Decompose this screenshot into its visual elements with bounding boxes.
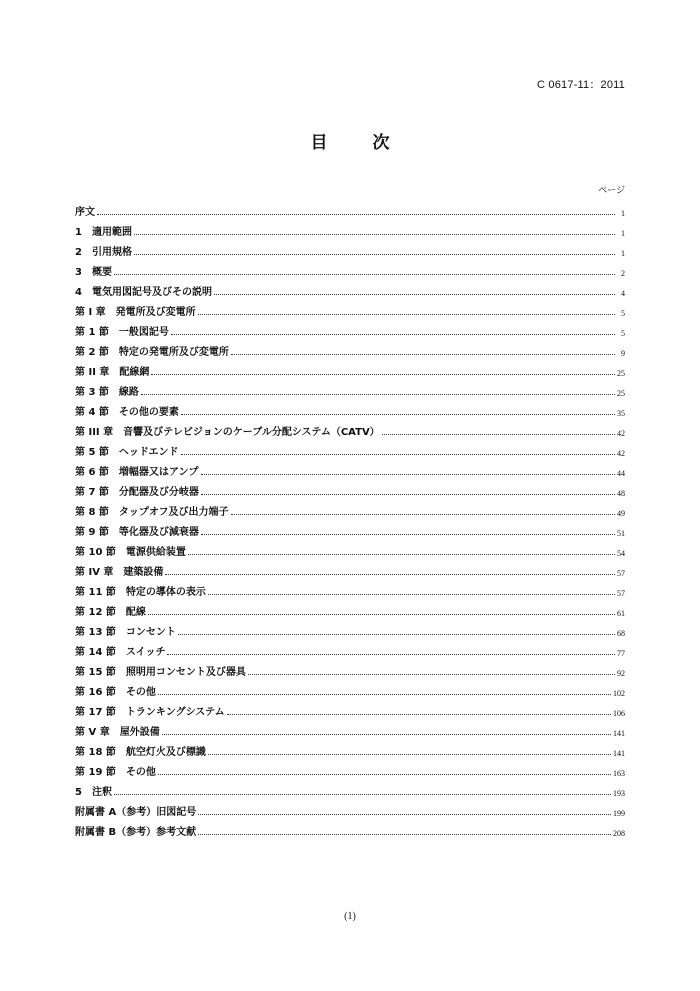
toc-leader-dots bbox=[114, 274, 615, 275]
toc-entry[interactable] bbox=[75, 678, 625, 698]
toc-entry-label: 2 引用規格 bbox=[75, 247, 132, 258]
toc-entry[interactable] bbox=[75, 698, 625, 718]
toc-entry-page: 193 bbox=[613, 789, 625, 798]
toc-entry[interactable] bbox=[75, 518, 625, 538]
toc-leader-dots bbox=[141, 394, 615, 395]
toc-entry-page: 49 bbox=[617, 509, 625, 518]
toc-entry[interactable] bbox=[75, 658, 625, 678]
toc-entry-page: 106 bbox=[613, 709, 625, 718]
page-column-label: ページ bbox=[598, 186, 625, 196]
toc-leader-dots bbox=[201, 494, 615, 495]
toc-entry-page: 163 bbox=[613, 769, 625, 778]
toc-entry[interactable] bbox=[75, 598, 625, 618]
toc-entry-label: 第 15 節 照明用コンセント及び器具 bbox=[75, 667, 246, 678]
toc-entry-page: 42 bbox=[617, 429, 625, 438]
toc-entry[interactable] bbox=[75, 498, 625, 518]
toc-entry-label: 第 7 節 分配器及び分岐器 bbox=[75, 487, 199, 498]
toc-entry-page: 68 bbox=[617, 629, 625, 638]
toc-entry[interactable] bbox=[75, 338, 625, 358]
toc-entry-label: 第 5 節 ヘッドエンド bbox=[75, 447, 179, 458]
toc-entry-label: 序文 bbox=[75, 207, 95, 218]
toc-entry[interactable] bbox=[75, 738, 625, 758]
toc-leader-dots bbox=[201, 534, 615, 535]
toc-entry-label: 第 17 節 トランキングシステム bbox=[75, 707, 225, 718]
toc-entry[interactable] bbox=[75, 538, 625, 558]
toc-leader-dots bbox=[198, 814, 611, 815]
toc-leader-dots bbox=[134, 234, 615, 235]
toc-entry[interactable] bbox=[75, 798, 625, 818]
toc-leader-dots bbox=[158, 694, 611, 695]
toc-leader-dots bbox=[148, 614, 615, 615]
page-title: 目 次 bbox=[310, 133, 404, 153]
toc-entry-page: 77 bbox=[617, 649, 625, 658]
toc-leader-dots bbox=[382, 434, 615, 435]
toc-entry-page: 141 bbox=[613, 749, 625, 758]
toc-entry[interactable] bbox=[75, 238, 625, 258]
toc-entry[interactable] bbox=[75, 818, 625, 838]
toc-entry-label: 第 14 節 スイッチ bbox=[75, 647, 166, 658]
toc-leader-dots bbox=[151, 374, 615, 375]
toc-leader-dots bbox=[171, 334, 615, 335]
toc-entry[interactable] bbox=[75, 398, 625, 418]
toc-entry-page: 61 bbox=[617, 609, 625, 618]
toc-entry-label: 第 10 節 電源供給装置 bbox=[75, 547, 186, 558]
toc-leader-dots bbox=[198, 314, 615, 315]
toc-entry[interactable] bbox=[75, 218, 625, 238]
toc-entry-label: 第 6 節 増幅器又はアンプ bbox=[75, 467, 199, 478]
toc-entry-label: 第 I 章 発電所及び変電所 bbox=[75, 307, 196, 318]
toc-entry-page: 35 bbox=[617, 409, 625, 418]
toc-entry-page: 1 bbox=[621, 229, 625, 238]
toc-entry-label: 附属書 A（参考）旧図記号 bbox=[75, 807, 197, 818]
toc-entry-label: 3 概要 bbox=[75, 267, 112, 278]
toc-entry[interactable] bbox=[75, 298, 625, 318]
toc-entry[interactable] bbox=[75, 478, 625, 498]
toc-entry-page: 44 bbox=[617, 469, 625, 478]
toc-entry-label: 第 V 章 屋外設備 bbox=[75, 727, 160, 738]
toc-entry-label: 第 III 章 音響及びテレビジョンのケーブル分配システム（CATV） bbox=[75, 427, 380, 438]
toc-leader-dots bbox=[158, 774, 611, 775]
toc-entry-label: 第 18 節 航空灯火及び標識 bbox=[75, 747, 206, 758]
toc-entry-label: 第 13 節 コンセント bbox=[75, 627, 176, 638]
toc-entry[interactable] bbox=[75, 758, 625, 778]
toc-entry-page: 141 bbox=[613, 729, 625, 738]
toc-entry-label: 第 4 節 その他の要素 bbox=[75, 407, 179, 418]
toc-leader-dots bbox=[201, 474, 615, 475]
toc-entry[interactable] bbox=[75, 638, 625, 658]
toc-entry-label: 第 II 章 配線網 bbox=[75, 367, 150, 378]
toc-leader-dots bbox=[181, 454, 615, 455]
table-of-contents bbox=[75, 198, 625, 838]
toc-leader-dots bbox=[231, 514, 615, 515]
toc-leader-dots bbox=[162, 734, 611, 735]
toc-entry[interactable] bbox=[75, 278, 625, 298]
toc-entry[interactable] bbox=[75, 198, 625, 218]
toc-entry-label: 第 8 節 タップオフ及び出力端子 bbox=[75, 507, 229, 518]
toc-leader-dots bbox=[114, 794, 611, 795]
toc-entry-label: 第 1 節 一般図記号 bbox=[75, 327, 169, 338]
document-code: C 0617-11：2011 bbox=[536, 79, 625, 91]
toc-leader-dots bbox=[178, 634, 615, 635]
toc-entry-label: 第 IV 章 建築設備 bbox=[75, 567, 164, 578]
toc-entry-page: 1 bbox=[621, 249, 625, 258]
toc-entry-page: 57 bbox=[617, 569, 625, 578]
toc-entry-label: 第 16 節 その他 bbox=[75, 687, 156, 698]
toc-entry-label: 第 12 節 配線 bbox=[75, 607, 146, 618]
toc-entry-page: 48 bbox=[617, 489, 625, 498]
toc-leader-dots bbox=[231, 354, 615, 355]
toc-entry-label: 第 9 節 等化器及び減衰器 bbox=[75, 527, 199, 538]
toc-leader-dots bbox=[214, 294, 615, 295]
toc-entry-page: 57 bbox=[617, 589, 625, 598]
toc-leader-dots bbox=[165, 574, 615, 575]
toc-entry[interactable] bbox=[75, 578, 625, 598]
toc-entry-page: 54 bbox=[617, 549, 625, 558]
toc-entry-page: 4 bbox=[621, 289, 625, 298]
toc-entry-page: 9 bbox=[621, 349, 625, 358]
toc-entry[interactable] bbox=[75, 258, 625, 278]
toc-entry-page: 25 bbox=[617, 369, 625, 378]
toc-entry-label: 附属書 B（参考）参考文献 bbox=[75, 827, 197, 838]
toc-entry[interactable] bbox=[75, 438, 625, 458]
toc-entry-page: 102 bbox=[613, 689, 625, 698]
toc-entry[interactable] bbox=[75, 618, 625, 638]
toc-leader-dots bbox=[97, 214, 615, 215]
toc-entry-page: 42 bbox=[617, 449, 625, 458]
toc-entry-label: 第 11 節 特定の導体の表示 bbox=[75, 587, 206, 598]
toc-entry[interactable] bbox=[75, 458, 625, 478]
toc-entry-page: 2 bbox=[621, 269, 625, 278]
toc-entry-page: 199 bbox=[613, 809, 625, 818]
toc-leader-dots bbox=[208, 754, 611, 755]
toc-entry-page: 208 bbox=[613, 829, 625, 838]
toc-entry[interactable] bbox=[75, 318, 625, 338]
toc-entry[interactable] bbox=[75, 358, 625, 378]
toc-entry-label: 第 2 節 特定の発電所及び変電所 bbox=[75, 347, 229, 358]
toc-leader-dots bbox=[134, 254, 615, 255]
toc-entry-label: 第 3 節 線路 bbox=[75, 387, 139, 398]
toc-entry[interactable] bbox=[75, 378, 625, 398]
toc-leader-dots bbox=[181, 414, 615, 415]
toc-entry[interactable] bbox=[75, 778, 625, 798]
toc-entry[interactable] bbox=[75, 418, 625, 438]
toc-leader-dots bbox=[167, 654, 615, 655]
toc-entry-page: 5 bbox=[621, 329, 625, 338]
toc-entry-page: 25 bbox=[617, 389, 625, 398]
page-number: (1) bbox=[344, 911, 356, 922]
toc-entry-page: 1 bbox=[621, 209, 625, 218]
toc-entry-label: 5 注釈 bbox=[75, 787, 112, 798]
toc-entry[interactable] bbox=[75, 558, 625, 578]
toc-leader-dots bbox=[248, 674, 615, 675]
toc-entry-page: 92 bbox=[617, 669, 625, 678]
toc-entry[interactable] bbox=[75, 718, 625, 738]
toc-entry-label: 1 適用範囲 bbox=[75, 227, 132, 238]
toc-entry-page: 51 bbox=[617, 529, 625, 538]
toc-leader-dots bbox=[198, 834, 611, 835]
toc-leader-dots bbox=[227, 714, 611, 715]
toc-entry-label: 第 19 節 その他 bbox=[75, 767, 156, 778]
toc-entry-page: 5 bbox=[621, 309, 625, 318]
toc-leader-dots bbox=[208, 594, 615, 595]
toc-entry-label: 4 電気用図記号及びその説明 bbox=[75, 287, 212, 298]
toc-leader-dots bbox=[188, 554, 615, 555]
